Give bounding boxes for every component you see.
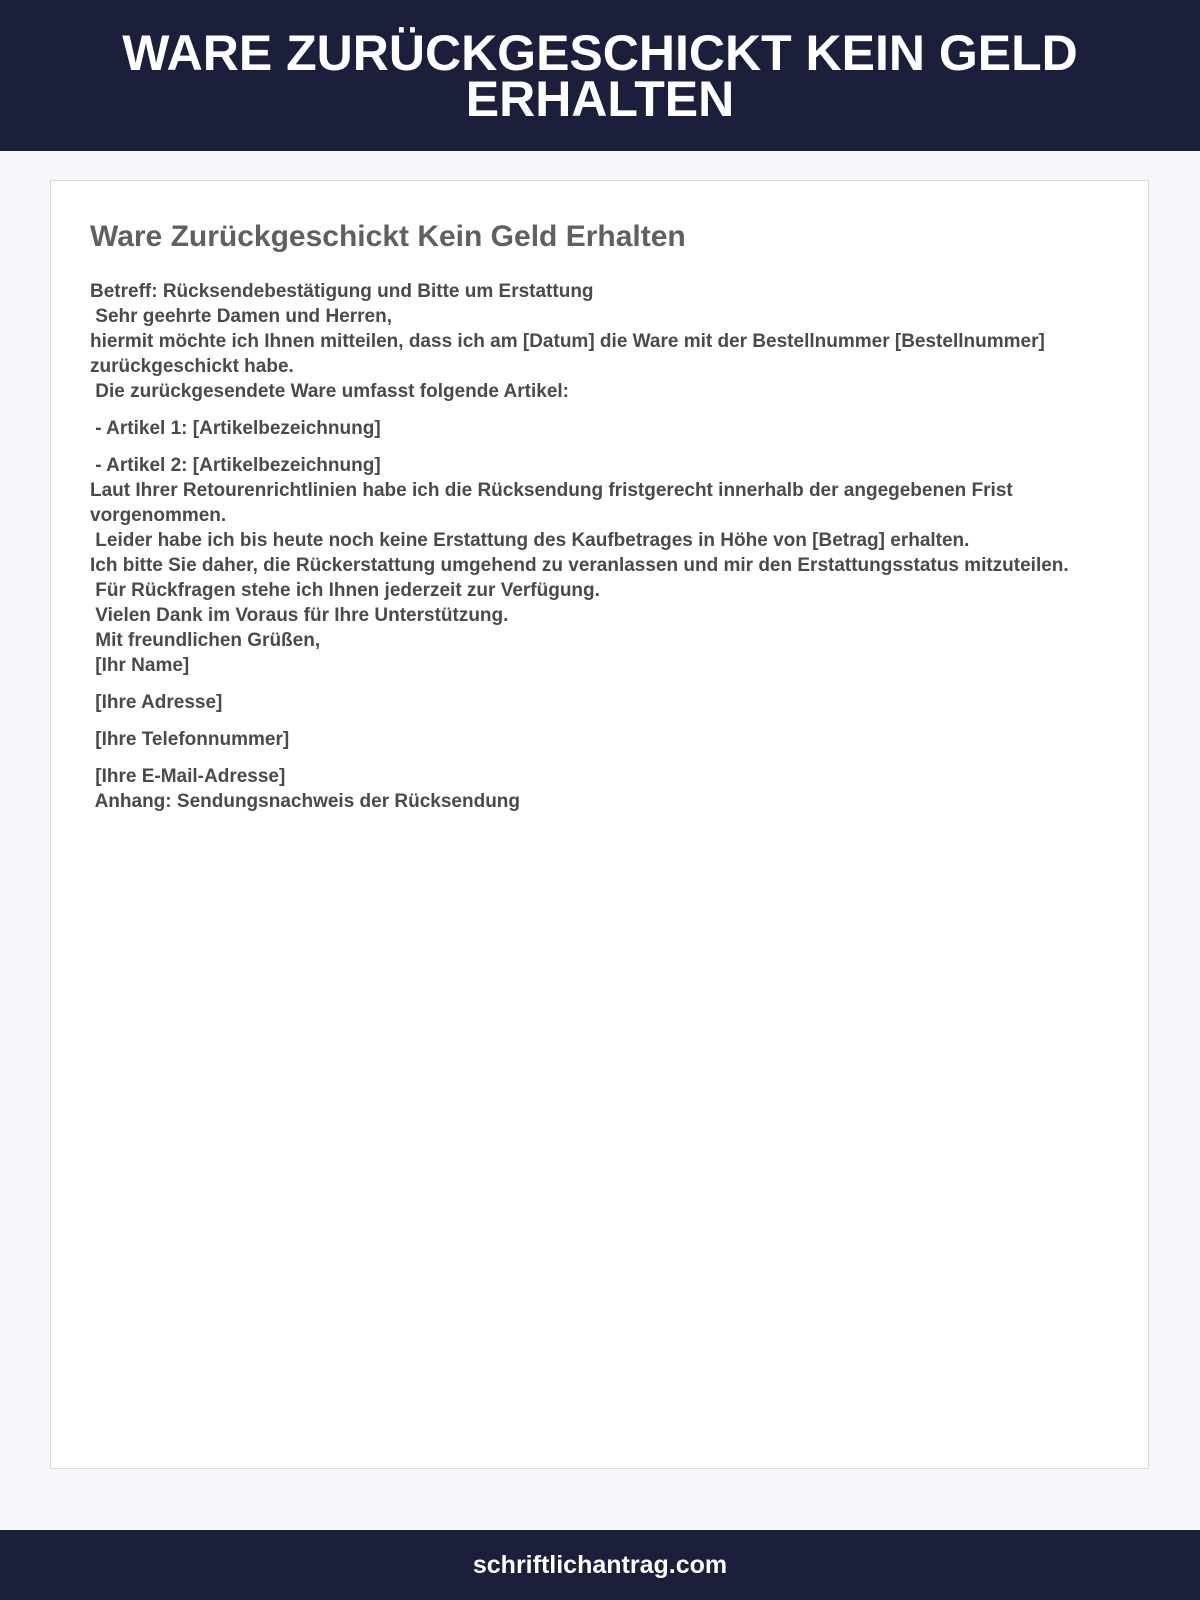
footer-site-link[interactable]: schriftlichantrag.com bbox=[472, 1550, 728, 1579]
letter-paragraph: Für Rückfragen stehe ich Ihnen jederzeit zur Verfügung. bbox=[90, 580, 600, 601]
letter-attachment-note: Anhang: Sendungsnachweis der Rücksendung bbox=[90, 791, 521, 812]
letter-paragraph: Laut Ihrer Retourenrichtlinien habe ich die Rücksendung fristgerecht innerhalb der angegebenen Frist vorgenommen. bbox=[90, 480, 1013, 526]
letter-list-item: - Artikel 1: [Artikelbezeichnung] bbox=[90, 418, 381, 439]
sender-email-placeholder: [Ihre E-Mail-Adresse] bbox=[90, 766, 286, 787]
page-banner-title: WARE ZURÜCKGESCHICKT KEIN GELD ERHALTEN bbox=[122, 24, 1078, 127]
letter-subject-line: Betreff: Rücksendebestätigung und Bitte um Erstattung bbox=[90, 281, 594, 302]
letter-paragraph: Die zurückgesendete Ware umfasst folgende Artikel: bbox=[90, 381, 569, 402]
letter-paragraph: hiermit möchte ich Ihnen mitteilen, dass ich am [Datum] die Ware mit der Bestellnummer [Bestellnummer] zurückgeschickt habe. bbox=[90, 331, 1045, 377]
letter-paragraph: Ich bitte Sie daher, die Rückerstattung umgehend zu veranlassen und mir den Erstattungsstatus mitzuteilen. bbox=[90, 555, 1069, 576]
sender-phone-placeholder: [Ihre Telefonnummer] bbox=[90, 729, 290, 750]
sender-address-placeholder: [Ihre Adresse] bbox=[90, 692, 223, 713]
letter-card bbox=[50, 180, 1149, 1469]
letter-title: Ware Zurückgeschickt Kein Geld Erhalten bbox=[90, 220, 686, 253]
sender-name-placeholder: [Ihr Name] bbox=[90, 655, 190, 676]
letter-paragraph: Leider habe ich bis heute noch keine Erstattung des Kaufbetrages in Höhe von [Betrag] erhalten. bbox=[90, 530, 970, 551]
letter-salutation: Sehr geehrte Damen und Herren, bbox=[90, 306, 392, 327]
letter-paragraph: Vielen Dank im Voraus für Ihre Unterstützung. bbox=[90, 605, 509, 626]
letter-body bbox=[90, 279, 1070, 814]
page-footer bbox=[0, 1530, 1200, 1600]
letter-list-item: - Artikel 2: [Artikelbezeichnung] bbox=[90, 455, 381, 476]
page-header bbox=[0, 0, 1200, 151]
letter-closing: Mit freundlichen Grüßen, bbox=[90, 630, 321, 651]
